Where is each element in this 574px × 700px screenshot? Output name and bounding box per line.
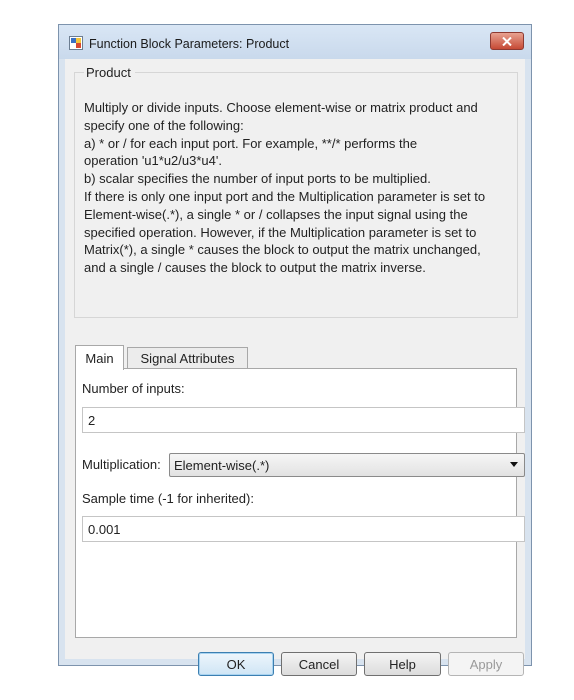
description-line: Matrix(*), a single * causes the block to output the matrix unchanged, — [84, 242, 481, 258]
tab-signal-attributes[interactable]: Signal Attributes — [127, 347, 248, 369]
description-line: Multiply or divide inputs. Choose element-wise or matrix product and — [84, 100, 478, 115]
window-title: Function Block Parameters: Product — [89, 37, 290, 51]
description-line: operation 'u1*u2/u3*u4'. — [84, 153, 222, 169]
description-line: specify one of the following: — [84, 117, 244, 133]
apply-button[interactable]: Apply — [448, 652, 524, 676]
multiplication-label: Multiplication: — [82, 457, 161, 472]
dialog-body — [65, 59, 525, 672]
description-group — [74, 65, 518, 318]
help-button[interactable]: Help — [364, 652, 441, 676]
close-icon — [502, 37, 512, 46]
ok-button[interactable]: OK — [198, 652, 274, 676]
description-line: Element-wise(.*), a single * or / collapses the input signal using the — [84, 206, 468, 222]
block-description — [84, 99, 516, 277]
description-line: and a single / causes the block to output the matrix inverse. — [84, 260, 426, 276]
title-bar[interactable] — [59, 25, 531, 59]
dialog-window — [58, 24, 532, 672]
chevron-down-icon — [510, 462, 518, 467]
group-title: Product — [84, 65, 135, 80]
description-line: a) * or / for each input port. For example, **/* performs the — [84, 135, 418, 151]
sample-time-label: Sample time (-1 for inherited): — [82, 491, 254, 506]
simulink-block-icon — [69, 36, 83, 50]
multiplication-value: Element-wise(.*) — [174, 457, 270, 473]
close-button[interactable] — [490, 32, 524, 50]
multiplication-select[interactable] — [169, 453, 525, 477]
cancel-button[interactable]: Cancel — [281, 652, 357, 676]
description-line: b) scalar specifies the number of input ports to be multiplied. — [84, 171, 431, 187]
sample-time-field[interactable]: 0.001 — [82, 516, 525, 542]
main-tab-panel — [75, 368, 517, 638]
description-line: specified operation. However, if the Multiplication parameter is set to — [84, 224, 477, 240]
number-of-inputs-label: Number of inputs: — [82, 381, 185, 396]
number-of-inputs-field[interactable]: 2 — [82, 407, 525, 433]
description-line: If there is only one input port and the Multiplication parameter is set to — [84, 188, 486, 204]
tab-main[interactable]: Main — [75, 345, 124, 370]
